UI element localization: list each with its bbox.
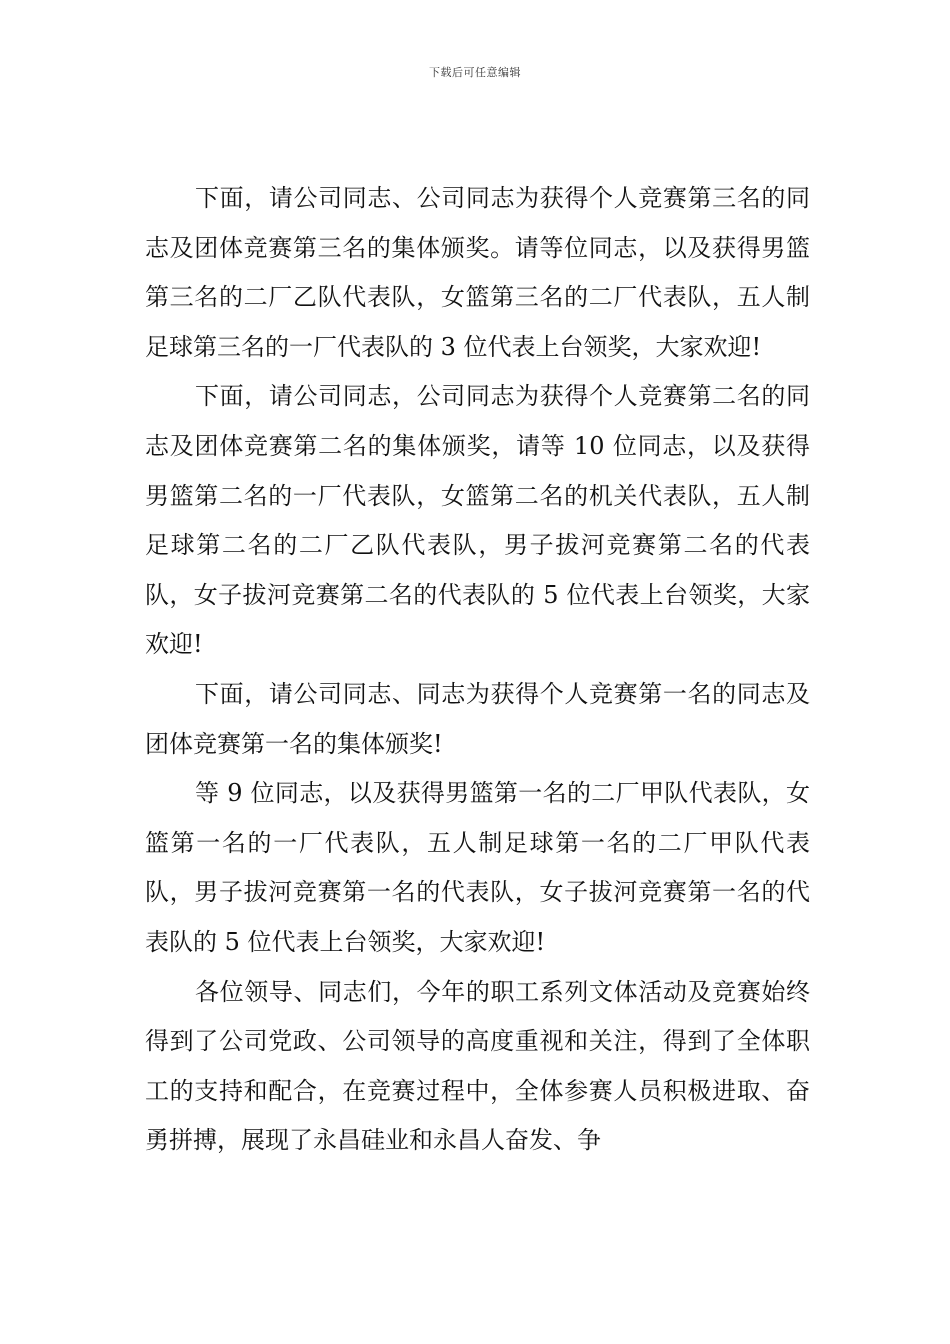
page-header: 下载后可任意编辑: [429, 66, 521, 79]
paragraph-closing-remarks: 各位领导、同志们，今年的职工系列文体活动及竞赛始终得到了公司党政、公司领导的高度重视和关注，得到了全体职工的支持和配合，在竞赛过程中，全体参赛人员积极进取、奋勇拼搏，展现了永昌硅业和永昌人奋发、争: [145, 977, 810, 1155]
paragraph-third-place-awards: 下面，请公司同志、公司同志为获得个人竞赛第三名的同志及团体竞赛第三名的集体颁奖。请等位同志，以及获得男篮第三名的二厂乙队代表队，女篮第三名的二厂代表队，五人制足球第三名的一厂代表队的 3 位代表上台领奖，大家欢迎!: [145, 184, 810, 361]
paragraph-first-place-awards: 下面，请公司同志、同志为获得个人竞赛第一名的同志及团体竞赛第一名的集体颁奖!: [145, 679, 810, 758]
paragraph-first-place-teams: 等 9 位同志，以及获得男篮第一名的二厂甲队代表队，女篮第一名的一厂代表队，五人制足球第一名的二厂甲队代表队，男子拔河竞赛第一名的代表队，女子拔河竞赛第一名的代表队的 5 位代表上台领奖，大家欢迎!: [145, 779, 810, 956]
document-body: [145, 174, 810, 1166]
paragraph-second-place-awards: 下面，请公司同志，公司同志为获得个人竞赛第二名的同志及团体竞赛第二名的集体颁奖，请等 10 位同志，以及获得男篮第二名的一厂代表队，女篮第二名的机关代表队，五人制足球第二名的二厂乙队代表队，男子拔河竞赛第二名的代表队，女子拔河竞赛第二名的代表队的 5 位代表上台领奖，大家欢迎!: [145, 382, 810, 659]
